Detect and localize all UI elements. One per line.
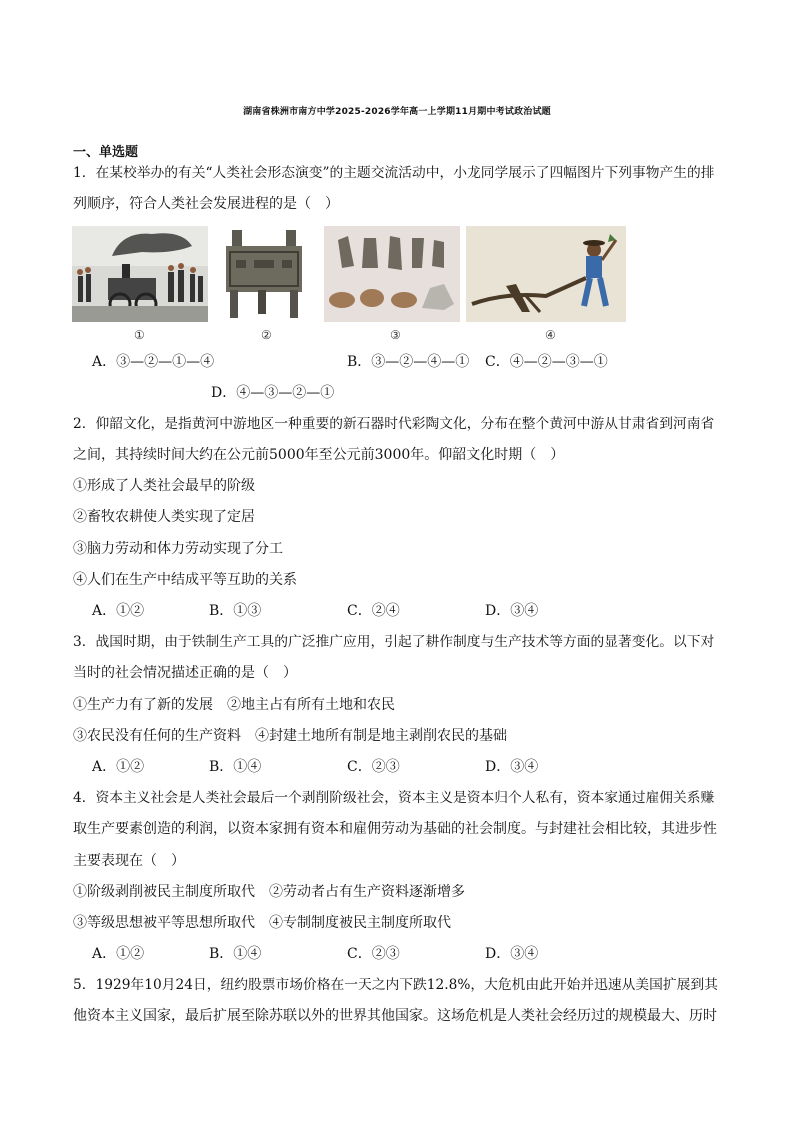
q1-option-a[interactable]: A．③—②—①—④ [92,354,215,370]
q3-option-d[interactable]: D．③④ [485,759,539,775]
q3-option-a[interactable]: A．①② [92,759,145,775]
q1-option-b[interactable]: B．③—②—④—① [347,354,470,370]
q2-statement-2: ②畜牧农耕使人类实现了定居 [73,509,255,525]
q3-stem-line-2: 当时的社会情况描述正确的是（ ） [73,665,297,681]
q1-image-row [72,226,632,346]
q4-option-d[interactable]: D．③④ [485,946,539,962]
q1-stem-line-1: 1．在某校举办的有关“人类社会形态演变”的主题交流活动中，小龙同学展示了四幅图片下列事物产生的排 [73,165,715,181]
q4-statement-2: ③等级思想被平等思想所取代 ④专制制度被民主制度所取代 [73,915,451,931]
image-label-4: ④ [545,328,556,342]
q2-stem-line-2: 之间，其持续时间大约在公元前5000年至公元前3000年。仰韶文化时期（ ） [73,447,565,463]
stone-tools-image [324,226,460,322]
farmer-plough-image [466,226,626,322]
q1-option-d[interactable]: D．④—③—②—① [211,385,335,401]
image-label-1: ① [134,328,145,342]
q2-statement-4: ④人们在生产中结成平等互助的关系 [73,572,297,588]
q4-stem-line-3: 主要表现在（ ） [73,853,185,869]
q2-option-a[interactable]: A．①② [92,603,145,619]
q3-option-c[interactable]: C．②③ [347,759,400,775]
steam-locomotive-image [72,226,208,322]
q2-option-d[interactable]: D．③④ [485,603,539,619]
image-label-2: ② [261,328,272,342]
q4-option-b[interactable]: B．①④ [209,946,262,962]
q2-statement-1: ①形成了人类社会最早的阶级 [73,478,255,494]
q5-stem-line-1: 5．1929年10月24日，纽约股票市场价格在一天之内下跌12.8%，大危机由此开始并迅速从美国扩展到其 [73,977,718,993]
q2-option-b[interactable]: B．①③ [209,603,262,619]
q4-stem-line-1: 4．资本主义社会是人类社会最后一个剥削阶级社会，资本主义是资本归个人私有，资本家通过雇佣关系赚 [73,790,715,806]
q2-statement-3: ③脑力劳动和体力劳动实现了分工 [73,541,283,557]
exam-title: 湖南省株洲市南方中学2025-2026学年高一上学期11月期中考试政治试题 [243,107,551,117]
q4-option-c[interactable]: C．②③ [347,946,400,962]
q1-stem-line-2: 列顺序，符合人类社会发展进程的是（ ） [73,196,339,212]
q3-stem-line-1: 3．战国时期，由于铁制生产工具的广泛推广应用，引起了耕作制度与生产技术等方面的显著变化。以下对 [73,634,715,650]
q4-option-a[interactable]: A．①② [92,946,145,962]
q3-option-b[interactable]: B．①④ [209,759,262,775]
q4-stem-line-2: 取生产要素创造的利润，以资本家拥有资本和雇佣劳动为基础的社会制度。与封建社会相比较，其进步性 [73,821,717,837]
q5-stem-line-2: 他资本主义国家，最后扩展至除苏联以外的世界其他国家。这场危机是人类社会经历过的规模最大、历时 [73,1008,717,1024]
q3-statement-2: ③农民没有任何的生产资料 ④封建土地所有制是地主剥削农民的基础 [73,728,507,744]
q3-statement-1: ①生产力有了新的发展 ②地主占有所有土地和农民 [73,697,395,713]
q2-stem-line-1: 2．仰韶文化，是指黄河中游地区一种重要的新石器时代彩陶文化，分布在整个黄河中游从甘肃省到河南省 [73,416,715,432]
q4-statement-1: ①阶级剥削被民主制度所取代 ②劳动者占有生产资料逐渐增多 [73,884,465,900]
section-heading: 一、单选题 [73,145,139,160]
q1-option-c[interactable]: C．④—②—③—① [485,354,608,370]
bronze-ding-image [214,226,314,322]
image-label-3: ③ [390,328,401,342]
q2-option-c[interactable]: C．②④ [347,603,400,619]
